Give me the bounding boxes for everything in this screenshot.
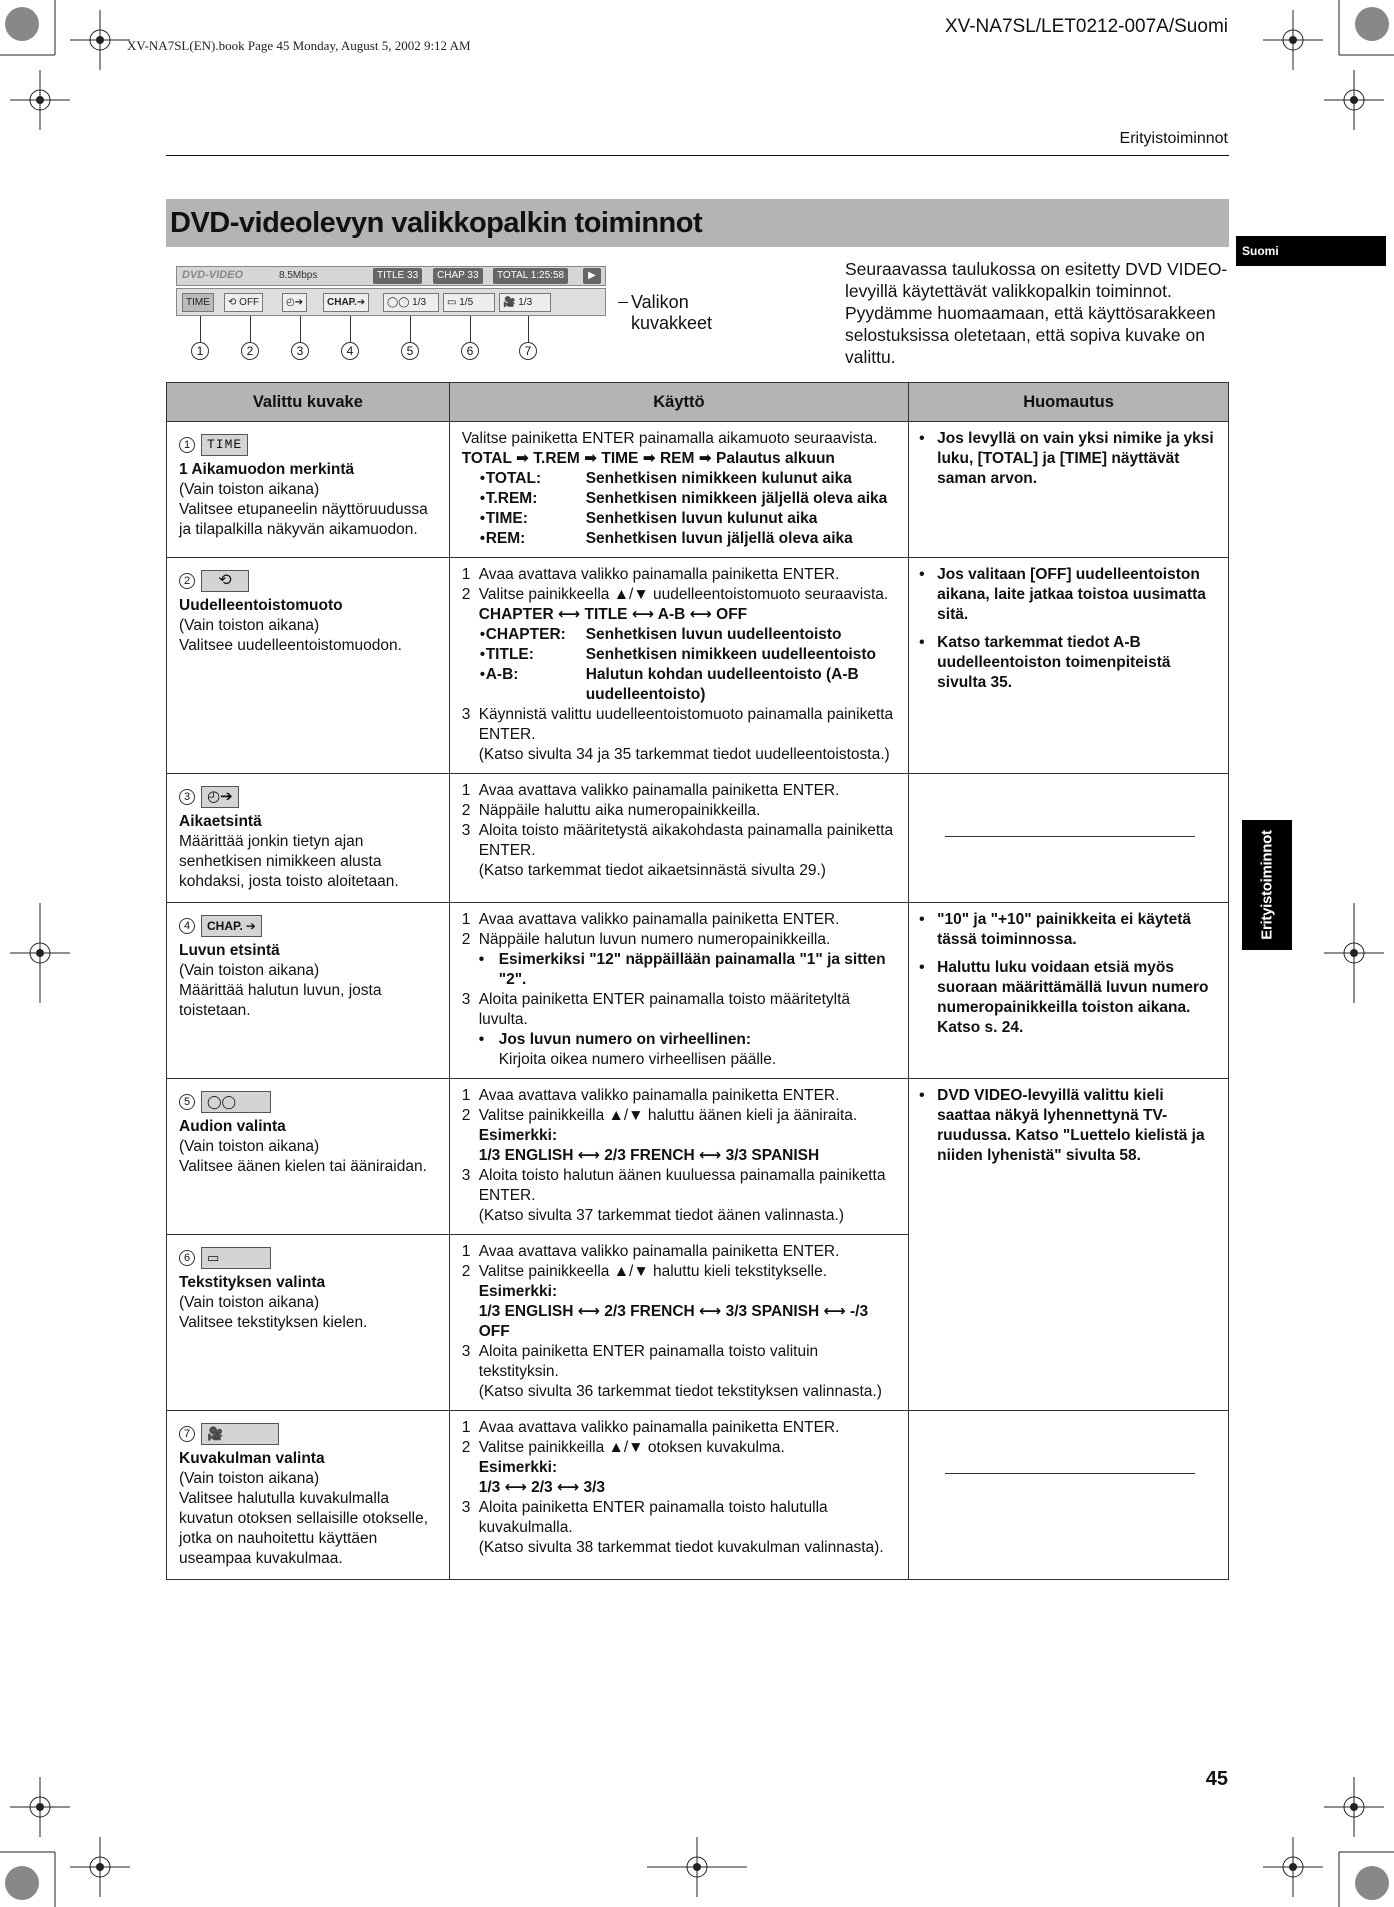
example-sequence: 1/3 ⟷ 2/3 ⟷ 3/3 bbox=[478, 1479, 606, 1496]
callout-number: 1 bbox=[191, 342, 209, 360]
example-label: Esimerkki: bbox=[478, 1459, 558, 1476]
chapter-tab bbox=[1242, 820, 1292, 950]
example-text: Esimerkiksi "12" näppäillään painamalla "1" ja sitten "2". bbox=[498, 951, 886, 988]
callout-number: 2 bbox=[241, 342, 259, 360]
item-number: 1 bbox=[179, 437, 195, 453]
function-description: (Vain toiston aikana) Valitsee halutulla kuvakulmalla kuvatun otoksen sellaisille otokselle, jotka on nauhoitettu käyttäen useampaa kuvakulmaa. bbox=[179, 1470, 428, 1567]
item-number: 7 bbox=[179, 1426, 195, 1442]
menu-repeat-value: OFF bbox=[239, 297, 260, 308]
callout-number: 7 bbox=[519, 342, 537, 360]
table-row bbox=[167, 774, 1229, 903]
definition-key: TIME: bbox=[485, 510, 528, 527]
language-tab: Suomi bbox=[1236, 236, 1386, 266]
note-text: Jos levyllä on vain yksi nimike ja yksi luku, [TOTAL] ja [TIME] näyttävät saman arvon. bbox=[937, 430, 1214, 487]
note-text: "10" ja "+10" painikkeita ei käytetä tässä toiminnossa. bbox=[937, 911, 1191, 948]
repeat-icon: ⟲ bbox=[201, 570, 249, 592]
note-cell: • "10" ja "+10" painikkeita ei käytetä tässä toiminnossa. • Haluttu luku voidaan etsiä myös suoraan määrittämällä luvun numero numeropainikkeilla toiston aikana. Katso s. 24. bbox=[909, 903, 1229, 1079]
disc-type-label: DVD-VIDEO bbox=[182, 269, 244, 281]
table-row bbox=[167, 1079, 1229, 1235]
reference-text: (Katso sivulta 37 tarkemmat tiedot äänen valinnasta.) bbox=[478, 1207, 845, 1224]
page-title-bar bbox=[166, 199, 1229, 247]
step-text: Avaa avattava valikko painamalla painiketta ENTER. bbox=[478, 1419, 840, 1436]
item-number: 6 bbox=[179, 1250, 195, 1266]
menu-bar-icon-row bbox=[176, 288, 606, 316]
reference-text: (Katso sivulta 34 ja 35 tarkemmat tiedot uudelleentoistosta.) bbox=[478, 746, 890, 763]
reference-text: (Katso tarkemmat tiedot aikaetsinnästä sivulta 29.) bbox=[478, 862, 826, 879]
step-text: Aloita painiketta ENTER painamalla toisto halutulla kuvakulmalla. bbox=[478, 1499, 828, 1536]
usage-sequence: CHAPTER ⟷ TITLE ⟷ A-B ⟷ OFF bbox=[478, 606, 748, 623]
function-name: Uudelleentoistomuoto bbox=[179, 597, 343, 614]
function-description: (Vain toiston aikana) Valitsee etupaneelin näyttöruudussa ja tilapalkilla näkyvän aikamuodon. bbox=[179, 481, 428, 538]
menu-bar-status-row bbox=[176, 266, 606, 286]
callout-number: 3 bbox=[291, 342, 309, 360]
clock-arrow-icon: ◴➔ bbox=[286, 297, 304, 308]
icon-cell bbox=[167, 558, 450, 774]
definition-value: Senhetkisen nimikkeen uudelleentoisto bbox=[585, 646, 876, 663]
usage-cell: 1 Avaa avattava valikko painamalla painiketta ENTER. 2 Valitse painikkeella ▲/▼ uudelleentoistomuoto seuraavista. CHAPTER ⟷ TITLE ⟷ A-B ⟷ OFF • CHAPTER: Senhetkisen luvun uudelleentoisto • TITLE: Senhetkisen nimikkeen uudelleentoisto • A-B: Halutun kohdan uudelleentoisto (A-B uudelleentoisto) 3 Käynnistä valittu uudelleentoistomuoto painamalla painiketta ENTER. (Katso sivulta 34 ja 35 tarkemmat tiedot uudelleentoistosta.) bbox=[449, 558, 908, 774]
note-cell: • DVD VIDEO-levyillä valittu kieli saattaa näkyä lyhennettynä TV-ruudussa. Katso "Luettelo kielistä ja niiden lyhenistä" sivulta 58. bbox=[909, 1079, 1229, 1411]
function-description: (Vain toiston aikana) Valitsee tekstityksen kielen. bbox=[179, 1294, 368, 1331]
step-text: Valitse painikkeella ▲/▼ uudelleentoistomuoto seuraavista. bbox=[478, 586, 889, 603]
column-header: Huomautus bbox=[909, 383, 1229, 422]
arrow-right-icon: ➔ bbox=[245, 919, 256, 933]
step-text: Valitse painikkeilla ▲/▼ otoksen kuvakulma. bbox=[478, 1439, 785, 1456]
usage-sequence: TOTAL ➡ T.REM ➡ TIME ➡ REM ➡ Palautus alkuun bbox=[461, 450, 835, 467]
usage-cell: 1 Avaa avattava valikko painamalla painiketta ENTER. 2 Valitse painikkeilla ▲/▼ otoksen kuvakulma. Esimerkki: 1/3 ⟷ 2/3 ⟷ 3/3 3 Aloita painiketta ENTER painamalla toisto halutulla kuvakulmalla. (Katso sivulta 38 tarkemmat tiedot kuvakulman valinnasta). bbox=[449, 1411, 908, 1580]
definition-key: TOTAL: bbox=[485, 470, 542, 487]
usage-cell: 1 Avaa avattava valikko painamalla painiketta ENTER. 2 Näppäile halutun luvun numero numeropainikkeilla. • Esimerkiksi "12" näppäillään painamalla "1" ja sitten "2". 3 Aloita painiketta ENTER painamalla toisto määritetyltä luvulta. • Jos luvun numero on virheellinen: Kirjoita oikea numero virheellisen päälle. bbox=[449, 903, 908, 1079]
column-header: Käyttö bbox=[449, 383, 908, 422]
function-name: Luvun etsintä bbox=[179, 942, 280, 959]
function-name: 1 Aikamuodon merkintä bbox=[179, 461, 355, 478]
menu-chapter-label: CHAP. bbox=[327, 297, 357, 308]
table-row bbox=[167, 558, 1229, 774]
usage-cell: Valitse painiketta ENTER painamalla aikamuoto seuraavista. TOTAL ➡ T.REM ➡ TIME ➡ REM ➡ Palautus alkuun • TOTAL: Senhetkisen nimikkeen kulunut aika • T.REM: Senhetkisen nimikkeen jäljellä oleva aika • TIME: Senhetkisen luvun kulunut aika • REM: Senhetkisen luvun jäljellä oleva aika bbox=[449, 422, 908, 558]
title-counter: TITLE 33 bbox=[373, 268, 422, 284]
reference-text: (Katso sivulta 38 tarkemmat tiedot kuvakulman valinnasta). bbox=[478, 1539, 884, 1556]
step-text: Valitse painikkeella ▲/▼ haluttu kieli tekstitykselle. bbox=[478, 1263, 828, 1280]
column-header: Valittu kuvake bbox=[167, 383, 450, 422]
page-number: 45 bbox=[1205, 1768, 1228, 1790]
section-label: Erityistoiminnot bbox=[1119, 130, 1228, 147]
book-info-line: XV-NA7SL(EN).book Page 45 Monday, August 5, 2002 9:12 AM bbox=[127, 38, 471, 53]
function-description: (Vain toiston aikana) Valitsee äänen kielen tai ääniraidan. bbox=[179, 1138, 427, 1175]
step-text: Avaa avattava valikko painamalla painiketta ENTER. bbox=[478, 782, 840, 799]
function-name: Audion valinta bbox=[179, 1118, 286, 1135]
header-rule bbox=[166, 155, 1229, 156]
usage-cell: 1 Avaa avattava valikko painamalla painiketta ENTER. 2 Valitse painikkeella ▲/▼ haluttu kieli tekstitykselle. Esimerkki: 1/3 ENGLISH ⟷ 2/3 FRENCH ⟷ 3/3 SPANISH ⟷ -/3 OFF 3 Aloita painiketta ENTER painamalla toisto valituin tekstityksin. (Katso sivulta 36 tarkemmat tiedot tekstityksen valinnasta.) bbox=[449, 1235, 908, 1411]
no-note-dash bbox=[945, 1473, 1195, 1474]
warning-text: Jos luvun numero on virheellinen: bbox=[498, 1031, 752, 1048]
menu-chapter-item bbox=[323, 293, 369, 312]
icon-cell bbox=[167, 903, 450, 1079]
step-text: Näppäile halutun luvun numero numeropainikkeilla. bbox=[478, 931, 831, 948]
menu-angle-item bbox=[499, 293, 551, 312]
callout-line bbox=[250, 316, 251, 342]
intro-paragraph: Seuraavassa taulukossa on esitetty DVD VIDEO-levyillä käytettävät valikkopalkin toiminnot. Pyydämme huomaamaan, että käyttösarakkeen selostuksissa oletetaan, että sopiva kuvake on valittu. bbox=[845, 259, 1228, 367]
icon-cell bbox=[167, 1235, 450, 1411]
callout-line bbox=[300, 316, 301, 342]
definition-key: T.REM: bbox=[485, 490, 538, 507]
definition-value: Senhetkisen luvun kulunut aika bbox=[585, 510, 818, 527]
item-number: 3 bbox=[179, 789, 195, 805]
table-row bbox=[167, 422, 1229, 558]
note-text: DVD VIDEO-levyillä valittu kieli saattaa näkyä lyhennettynä TV-ruudussa. Katso "Luettelo kielistä ja niiden lyhenistä" sivulta 58. bbox=[937, 1087, 1205, 1164]
repeat-icon: ⟲ bbox=[228, 297, 237, 308]
callout-line bbox=[350, 316, 351, 342]
definition-key: CHAPTER: bbox=[485, 626, 566, 643]
usage-cell: 1 Avaa avattava valikko painamalla painiketta ENTER. 2 Näppäile haluttu aika numeropainikkeilla. 3 Aloita toisto määritetystä aikakohdasta painamalla painiketta ENTER. (Katso tarkemmat tiedot aikaetsinnästä sivulta 29.) bbox=[449, 774, 908, 903]
definition-value: Halutun kohdan uudelleentoisto (A-B uudelleentoisto) bbox=[585, 666, 859, 703]
menu-subtitle-value: 1/5 bbox=[459, 297, 474, 308]
callout-line bbox=[410, 316, 411, 342]
arrow-right-icon: ➔ bbox=[356, 297, 366, 308]
camera-icon: 🎥 bbox=[503, 297, 516, 308]
callout-number: 6 bbox=[461, 342, 479, 360]
callout-line bbox=[200, 316, 201, 342]
note-text: Jos valitaan [OFF] uudelleentoiston aikana, laite jatkaa toistoa uusimatta sitä. bbox=[937, 566, 1206, 623]
function-description: (Vain toiston aikana) Valitsee uudelleentoistomuodon. bbox=[179, 617, 402, 654]
menu-angle-value: 1/3 bbox=[518, 297, 533, 308]
definition-value: Senhetkisen luvun uudelleentoisto bbox=[585, 626, 842, 643]
definition-value: Senhetkisen nimikkeen kulunut aika bbox=[585, 470, 852, 487]
item-number: 2 bbox=[179, 573, 195, 589]
table-row bbox=[167, 1411, 1229, 1580]
step-text: Avaa avattava valikko painamalla painiketta ENTER. bbox=[478, 1087, 840, 1104]
note-cell: • Jos levyllä on vain yksi nimike ja yksi luku, [TOTAL] ja [TIME] näyttävät saman arvon. bbox=[909, 422, 1229, 558]
step-text: Aloita toisto halutun äänen kuuluessa painamalla painiketta ENTER. bbox=[478, 1167, 886, 1204]
usage-intro: Valitse painiketta ENTER painamalla aikamuoto seuraavista. bbox=[461, 430, 878, 447]
function-name: Aikaetsintä bbox=[179, 813, 262, 830]
item-number: 5 bbox=[179, 1094, 195, 1110]
menu-icons-caption: Valikon kuvakkeet bbox=[631, 292, 713, 333]
menu-time-search-item bbox=[282, 293, 307, 312]
play-icon: ▶ bbox=[583, 268, 601, 284]
example-sequence: 1/3 ENGLISH ⟷ 2/3 FRENCH ⟷ 3/3 SPANISH ⟷ -/3 OFF bbox=[478, 1303, 869, 1340]
function-name: Kuvakulman valinta bbox=[179, 1450, 325, 1467]
definition-key: A-B: bbox=[485, 666, 519, 683]
icon-cell bbox=[167, 1079, 450, 1235]
note-cell bbox=[909, 774, 1229, 903]
chapter-icon bbox=[201, 915, 262, 937]
menu-bar-illustration bbox=[176, 266, 713, 358]
warning-detail: Kirjoita oikea numero virheellisen päälle. bbox=[498, 1051, 777, 1068]
function-description: Määrittää jonkin tietyn ajan senhetkisen nimikkeen alusta kohdaksi, josta toisto aloitetaan. bbox=[179, 833, 399, 890]
note-text: Haluttu luku voidaan etsiä myös suoraan määrittämällä luvun numero numeropainikkeilla toiston aikana. Katso s. 24. bbox=[937, 959, 1209, 1036]
step-text: Avaa avattava valikko painamalla painiketta ENTER. bbox=[478, 566, 840, 583]
clock-arrow-icon: ◴➔ bbox=[201, 786, 239, 808]
icon-cell bbox=[167, 1411, 450, 1580]
camera-icon: 🎥 bbox=[201, 1423, 279, 1445]
example-label: Esimerkki: bbox=[478, 1127, 558, 1144]
menu-subtitle-item bbox=[443, 293, 495, 312]
chapter-counter: CHAP 33 bbox=[433, 268, 483, 284]
reference-text: (Katso sivulta 36 tarkemmat tiedot tekstityksen valinnasta.) bbox=[478, 1383, 882, 1400]
audio-icon: ◯◯ bbox=[201, 1091, 271, 1113]
icon-cell bbox=[167, 774, 450, 903]
function-name: Tekstityksen valinta bbox=[179, 1274, 326, 1291]
caption-leader bbox=[618, 302, 628, 303]
document-code: XV-NA7SL/LET0212-007A/Suomi bbox=[944, 16, 1228, 37]
definition-key: TITLE: bbox=[485, 646, 534, 663]
step-text: Näppäile haluttu aika numeropainikkeilla. bbox=[478, 802, 761, 819]
subtitle-icon: ▭ bbox=[447, 297, 457, 308]
total-time: TOTAL 1:25:58 bbox=[493, 268, 568, 284]
callout-number: 5 bbox=[401, 342, 419, 360]
step-text: Aloita painiketta ENTER painamalla toisto määritetyltä luvulta. bbox=[478, 991, 851, 1028]
page-title: DVD-videolevyn valikkopalkin toiminnot bbox=[170, 207, 703, 239]
callout-line bbox=[470, 316, 471, 342]
step-text: Valitse painikkeilla ▲/▼ haluttu äänen kieli ja ääniraita. bbox=[478, 1107, 858, 1124]
note-cell bbox=[909, 1411, 1229, 1580]
note-cell: • Jos valitaan [OFF] uudelleentoiston aikana, laite jatkaa toistoa uusimatta sitä. • Katso tarkemmat tiedot A-B uudelleentoiston toimenpiteistä sivulta 35. bbox=[909, 558, 1229, 774]
table-row bbox=[167, 903, 1229, 1079]
note-text: Katso tarkemmat tiedot A-B uudelleentoiston toimenpiteistä sivulta 35. bbox=[937, 634, 1171, 691]
menu-audio-value: 1/3 bbox=[412, 297, 427, 308]
definition-value: Senhetkisen luvun jäljellä oleva aika bbox=[585, 530, 853, 547]
menu-repeat-item bbox=[224, 293, 263, 312]
audio-icon: ◯◯ bbox=[387, 297, 410, 308]
menu-time-item: TIME bbox=[182, 293, 214, 312]
subtitle-icon: ▭ bbox=[201, 1247, 271, 1269]
item-number: 4 bbox=[179, 918, 195, 934]
usage-cell: 1 Avaa avattava valikko painamalla painiketta ENTER. 2 Valitse painikkeilla ▲/▼ haluttu äänen kieli ja ääniraita. Esimerkki: 1/3 ENGLISH ⟷ 2/3 FRENCH ⟷ 3/3 SPANISH 3 Aloita toisto halutun äänen kuuluessa painamalla painiketta ENTER. (Katso sivulta 37 tarkemmat tiedot äänen valinnasta.) bbox=[449, 1079, 908, 1235]
bitrate-label: 8.5Mbps bbox=[279, 270, 318, 281]
menu-functions-table bbox=[166, 382, 1229, 1580]
callout-line bbox=[528, 316, 529, 342]
chapter-icon-label: CHAP. bbox=[207, 919, 243, 933]
definition-value: Senhetkisen nimikkeen jäljellä oleva aika bbox=[585, 490, 888, 507]
step-text: Aloita painiketta ENTER painamalla toisto valituin tekstityksin. bbox=[478, 1343, 819, 1380]
menu-audio-item bbox=[383, 293, 439, 312]
example-label: Esimerkki: bbox=[478, 1283, 558, 1300]
definition-key: REM: bbox=[485, 530, 526, 547]
step-text: Avaa avattava valikko painamalla painiketta ENTER. bbox=[478, 911, 840, 928]
step-text: Käynnistä valittu uudelleentoistomuoto painamalla painiketta ENTER. bbox=[478, 706, 894, 743]
time-icon: TIME bbox=[201, 434, 248, 456]
callout-number: 4 bbox=[341, 342, 359, 360]
no-note-dash bbox=[945, 836, 1195, 837]
example-sequence: 1/3 ENGLISH ⟷ 2/3 FRENCH ⟷ 3/3 SPANISH bbox=[478, 1147, 820, 1164]
function-description: (Vain toiston aikana) Määrittää halutun luvun, josta toistetaan. bbox=[179, 962, 382, 1019]
icon-cell bbox=[167, 422, 450, 558]
step-text: Aloita toisto määritetystä aikakohdasta painamalla painiketta ENTER. bbox=[478, 822, 894, 859]
step-text: Avaa avattava valikko painamalla painiketta ENTER. bbox=[478, 1243, 840, 1260]
chapter-tab-label: Erityistoiminnot bbox=[1258, 830, 1276, 940]
table-header-row bbox=[167, 383, 1229, 422]
